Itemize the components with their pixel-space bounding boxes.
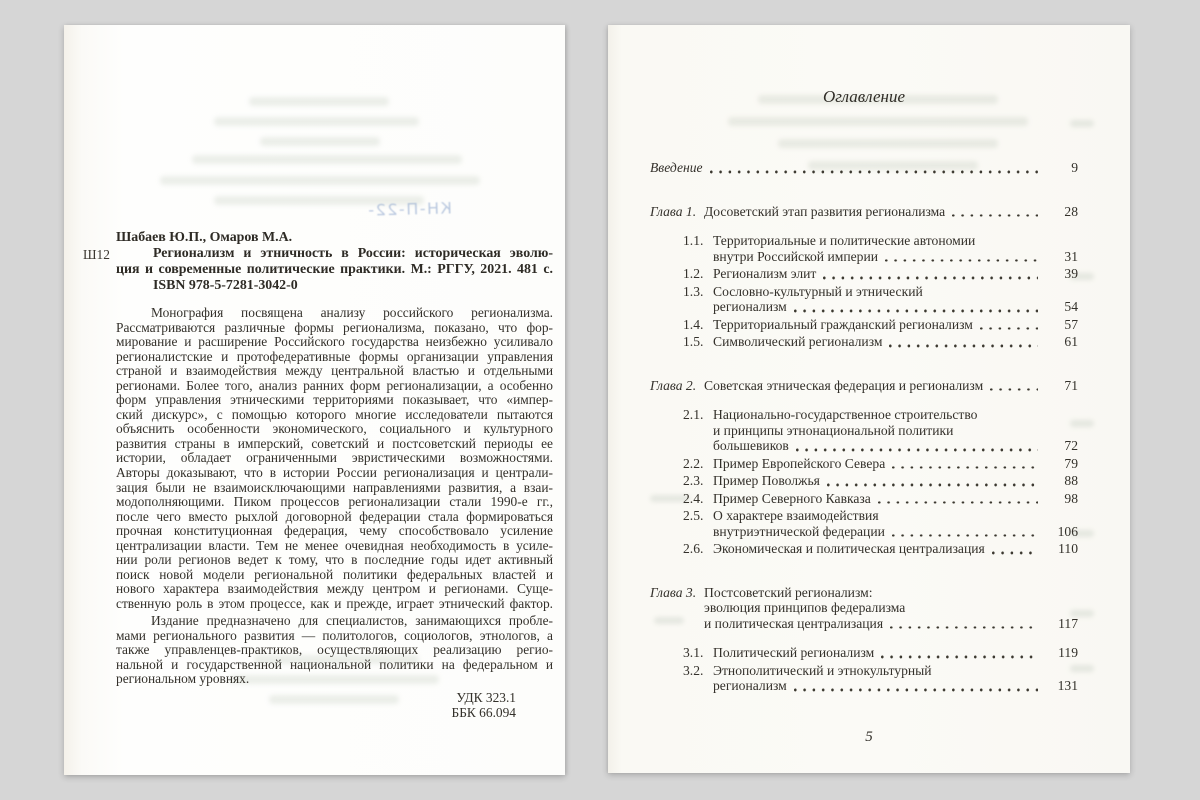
annotation [116,306,553,687]
annotation-line: регионами. Более того, анализ ранних форм регионализации, а особенно [116,377,553,393]
ghost-text [192,155,462,164]
dot-leader [990,388,1038,392]
toc-entry-line [650,160,1078,176]
toc-entry-line [713,541,1078,557]
toc-entry [650,456,1078,472]
toc-entry-title: и политическая централизация [704,615,884,631]
toc-entry [650,645,1078,661]
toc-entry-title: Сословно-культурный и этнический [713,283,923,299]
dot-leader [892,534,1038,538]
toc-entry-page: 9 [1071,160,1078,175]
toc-entry-page: 28 [1064,203,1078,219]
toc-entry-label: 1.5. [683,334,704,349]
toc-entry-title: Досоветский этап развития регионализма [704,203,946,219]
toc-entry-line [704,616,1078,632]
annotation-line: поиск новой модели региональной политики федеральных властей и [116,566,553,582]
toc-entry-line [713,438,1078,454]
toc-entry-title: Пример Европейского Севера [713,455,886,471]
annotation-line: истории, обладает ограниченными эвристическими возможностями. [116,450,553,466]
toc-entry-line [713,249,1078,265]
dot-leader [885,259,1038,263]
toc-entry-title: большевиков [713,438,789,453]
toc-entry-line [713,284,1078,300]
dot-leader [980,327,1038,331]
toc-entry-page: 31 [1064,248,1078,264]
toc-entry-title: Регионализм элит [713,266,817,281]
toc-entry-page: 57 [1064,316,1078,332]
toc-entry-line [713,491,1078,507]
toc-entry-line [713,524,1078,540]
toc-entry-page: 131 [1057,678,1078,693]
toc-entry-label: 2.3. [683,473,704,488]
annotation-line: нового характера взаимодействия между центром и регионами. Суще- [116,581,553,597]
toc-entry-page: 106 [1057,523,1078,539]
page-folio: 5 [865,729,873,745]
toc-entry-line [704,378,1078,394]
dot-leader [952,214,1038,218]
annotation-line: также управленцев-практиков, осуществляющих реализацию регио- [116,642,553,658]
dot-leader [878,501,1038,505]
toc-entry-label: 2.2. [683,455,704,471]
annotation-line: региональном уровнях. [116,671,250,687]
toc-entry-title: Этнополитический и этнокультурный [713,662,932,678]
toc-entry-label: Глава 2. [650,377,697,393]
toc-entry-line [713,508,1078,524]
annotation-line: зация были не взаимоисключающими направлениями развития, а взаи- [116,479,553,495]
dot-leader [889,344,1038,348]
toc-entry-label: 1.4. [683,316,704,332]
annotation-line: ский дискурс», с помощью которого многие исследователи пытаются [116,406,553,422]
toc-entry-title: Символический регионализм [713,334,883,349]
toc-entry [650,284,1078,315]
toc-heading: Оглавление [822,87,906,106]
udc-number: УДК 323.1 [456,690,516,705]
toc-entry [650,407,1078,454]
toc-entry-line [704,204,1078,220]
annotation-line: Авторы доказывают, что в истории России регионализация и централи- [116,465,553,481]
toc-entry [650,473,1078,489]
toc-entry-title: Экономическая и политическая централизация [713,541,985,556]
bib-line: ISBN 978-5-7281-3042-0 [153,278,298,293]
toc-entry-line [713,266,1078,282]
dot-leader [794,309,1038,313]
toc-entry-line [713,473,1078,489]
handwritten-mark: КН-П-22- [366,198,453,220]
dot-leader [794,688,1038,692]
ghost-text [249,97,389,106]
annotation-line: Рассматриваются различные формы регионализма, показано, что фор- [116,319,553,335]
dot-leader [892,466,1038,470]
toc-entry-title: О характере взаимодействия [713,508,879,523]
toc-entry-page: 54 [1064,299,1078,314]
dot-leader [710,170,1038,174]
toc-entry-line [713,317,1078,333]
toc-entry [650,585,1078,632]
toc-entry-page: 79 [1064,455,1078,471]
annotation-line: нальной и государственной национальной политики на федеральном и [116,656,553,672]
ghost-text [214,117,419,126]
bbk-number: ББК 66.094 [451,704,516,720]
toc-entry [650,266,1078,282]
annotation-line: мами регионального развития — политологов, социологов, этнологов, а [116,627,553,643]
toc-entry-line [713,645,1078,661]
toc-entry [650,378,1078,394]
toc-entry-title: эволюция принципов федерализма [704,600,906,615]
annotation-line: форм управления этническими территориями показывает, что «импер- [116,392,553,408]
toc-entry-line [704,600,1078,616]
toc-entry-title: регионализм [713,299,787,314]
classification-block [116,691,516,720]
annotation-line: модополняющими. Пиком процессов регионализации стали 1990-е гг., [116,494,553,510]
toc-entry-line [713,663,1078,679]
toc-entry-page: 61 [1064,334,1078,349]
annotation-line: после чего вместо рыхлой договорной федерации стала формироваться [116,508,553,524]
bibliographic-record [83,230,553,294]
toc-entry-title: Национально-государственное строительство [713,407,978,422]
left-page [64,25,565,775]
toc-entry-line [713,678,1078,694]
toc-entry-label: 1.2. [683,266,704,281]
annotation-line: мирование и расширение Российского государства неизбежно усиливало [116,334,553,350]
bib-title-lines [116,246,553,294]
toc-entry-page: 117 [1058,615,1078,631]
annotation-line: Монография посвящена анализу российского регионализма. [151,305,553,320]
right-page [608,25,1130,773]
annotation-line: страной и взаимодействия между центральной властью и отдельными [116,363,553,379]
toc-entry-line [713,334,1078,350]
toc-entry [650,160,1078,176]
annotation-line: ственную роль в этом процессе, как и прежде, играет этнический фактор. [116,595,553,611]
toc-entry [650,334,1078,350]
toc-entry-label: Глава 3. [650,584,697,600]
toc-entry [650,491,1078,507]
toc-entry-line [713,233,1078,249]
toc-entry-label: 3.2. [683,662,704,678]
toc-entry-label: 1.1. [683,233,704,248]
toc-entry-line [713,423,1078,439]
annotation-paragraph [116,614,553,687]
dot-leader [881,655,1038,659]
dot-leader [796,448,1038,452]
toc-entry-title: внутри Российской империи [713,248,878,264]
ghost-text [160,176,480,185]
dot-leader [823,276,1038,280]
toc-entry-line [713,299,1078,315]
toc-entry [650,663,1078,694]
toc-entry-title: Пример Северного Кавказа [713,490,871,506]
toc-entry-page: 72 [1064,438,1078,453]
toc-entry-label: 1.3. [683,283,704,299]
toc-entry-title: и принципы этнонациональной политики [713,422,954,438]
toc-entry-label: 2.1. [683,407,704,422]
toc-entry [650,541,1078,557]
annotation-line: регионалистские и протофедеративные формы организации управления [116,348,553,364]
toc-entry-title: Политический регионализм [713,645,875,660]
bib-line: ция и современные политические практики. М.: РГГУ, 2021. 481 с. [116,262,553,277]
toc-entry-label: Глава 1. [650,203,697,219]
shelf-mark: Ш12 [83,247,110,262]
bib-line: Регионализм и этничность в России: историческая эволю- [153,246,553,261]
toc-entry [650,508,1078,539]
toc-entry-label: 2.6. [683,541,704,556]
toc-entry-title: Советская этническая федерация и регионализм [704,377,984,393]
dot-leader [827,483,1038,487]
toc-entry-label: 2.5. [683,508,704,523]
dot-leader [992,551,1038,555]
dot-leader [890,626,1038,630]
toc-entry-title: внутриэтнической федерации [713,523,885,539]
toc-entry [650,233,1078,264]
toc-entry-title: Введение [650,160,703,175]
toc-entry-label: 3.1. [683,645,704,660]
annotation-line: развития страны в имперский, советский и постсоветский периоды ее [116,435,553,451]
toc-entry [650,204,1078,220]
annotation-line: централизации власти. Тем не менее очевидная необходимость в усиле- [116,537,553,553]
toc-entry-line [704,585,1078,601]
table-of-contents [650,87,1078,694]
annotation-paragraph [116,306,553,611]
toc-entry [650,317,1078,333]
annotation-line: прочная конституционная федерация, чему способствовало усиление [116,523,553,539]
toc-entry-page: 110 [1058,541,1078,556]
annotation-line: Издание предназначено для специалистов, занимающихся пробле- [151,612,553,628]
annotation-line: объяснить особенности экономического, социального и культурного [116,421,553,437]
toc-entry-line [713,407,1078,423]
toc-entry-page: 39 [1064,266,1078,281]
toc-entry-page: 88 [1064,473,1078,488]
toc-entry-label: 2.4. [683,490,704,506]
toc-entry-title: Территориальный гражданский регионализм [713,316,973,332]
author-line: Шабаев Ю.П., Омаров М.А. [116,230,293,245]
annotation-line: нии роли регионов ведет к тому, что в последние годы идет активный [116,552,553,568]
toc-entry-line [713,456,1078,472]
toc-entry-page: 71 [1064,377,1078,393]
ghost-text [260,137,380,146]
toc-entry-title: Территориальные и политические автономии [713,233,976,248]
toc-entry-page: 98 [1064,490,1078,506]
toc-list [650,160,1078,694]
toc-entry-page: 119 [1058,645,1078,660]
toc-entry-title: Постсоветский регионализм: [704,584,873,600]
toc-entry-title: Пример Поволжья [713,473,820,488]
toc-entry-title: регионализм [713,678,787,693]
